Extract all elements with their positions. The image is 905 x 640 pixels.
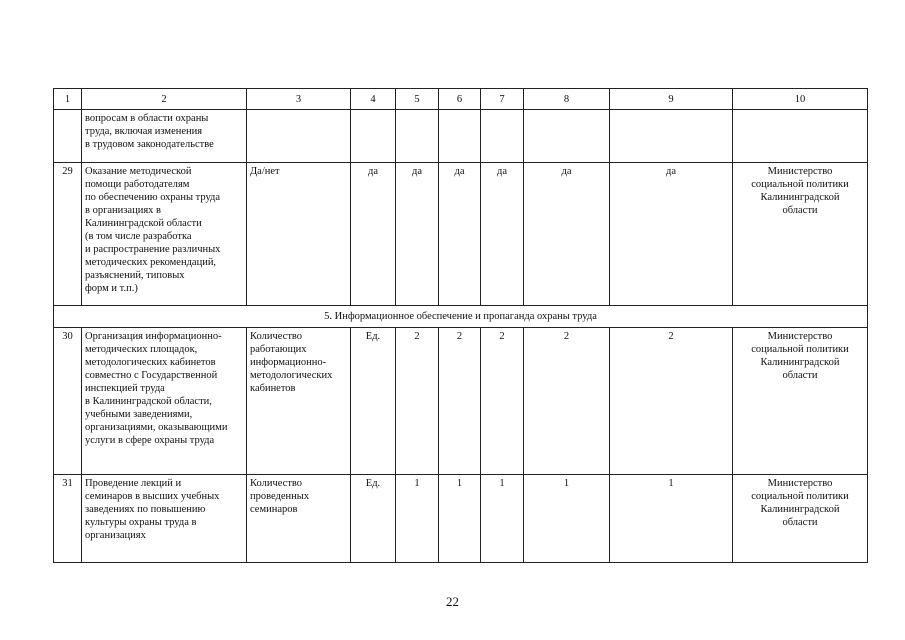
section-title: 5. Информационное обеспечение и пропаганда охраны труда: [54, 306, 868, 328]
value-cell: 1: [396, 475, 439, 563]
num-cell: 30: [54, 328, 82, 475]
description-cell: Организация информационно- методических площадок, методологических кабинетов совместно с Государственной инспекцией труда в Калининградской области, учебными заведениями, организациями, оказывающими услуги в сфере охраны труда: [82, 328, 247, 475]
responsible-cell: Министерство социальной политики Калининградской области: [733, 328, 868, 475]
header-cell: 8: [524, 89, 610, 110]
value-cell: 2: [481, 328, 524, 475]
program-table: [53, 88, 868, 563]
table-row: [54, 110, 868, 163]
value-cell: да: [396, 163, 439, 306]
value-cell: да: [439, 163, 481, 306]
value-cell: [610, 110, 733, 163]
value-cell: 2: [396, 328, 439, 475]
header-cell: 2: [82, 89, 247, 110]
header-cell: 7: [481, 89, 524, 110]
unit-cell: Ед.: [351, 328, 396, 475]
value-cell: да: [610, 163, 733, 306]
table-row: [54, 163, 868, 306]
header-cell: 9: [610, 89, 733, 110]
value-cell: да: [481, 163, 524, 306]
num-cell: [54, 110, 82, 163]
responsible-cell: [733, 110, 868, 163]
header-cell: 10: [733, 89, 868, 110]
description-cell: Проведение лекций и семинаров в высших учебных заведениях по повышению культуры охраны труда в организациях: [82, 475, 247, 563]
value-cell: 2: [439, 328, 481, 475]
value-cell: [481, 110, 524, 163]
indicator-cell: Количество работающих информационно- методологических кабинетов: [247, 328, 351, 475]
value-cell: [524, 110, 610, 163]
value-cell: [396, 110, 439, 163]
value-cell: [439, 110, 481, 163]
header-cell: 4: [351, 89, 396, 110]
description-cell: Оказание методической помощи работодателям по обеспечению охраны труда в организациях в Калининградской области (в том числе разработка и распространение различных методических рекомендаций, разъяснений, типовых форм и т.п.): [82, 163, 247, 306]
table-header-row: [54, 89, 868, 110]
page-number: 22: [446, 594, 459, 609]
value-cell: 1: [610, 475, 733, 563]
num-cell: 31: [54, 475, 82, 563]
value-cell: [351, 110, 396, 163]
header-cell: 1: [54, 89, 82, 110]
header-cell: 5: [396, 89, 439, 110]
indicator-cell: [247, 110, 351, 163]
section-row: [54, 306, 868, 328]
unit-cell: Ед.: [351, 475, 396, 563]
table-row: [54, 328, 868, 475]
value-cell: 2: [610, 328, 733, 475]
responsible-cell: Министерство социальной политики Калининградской области: [733, 163, 868, 306]
header-cell: 6: [439, 89, 481, 110]
num-cell: 29: [54, 163, 82, 306]
value-cell: 1: [481, 475, 524, 563]
value-cell: 2: [524, 328, 610, 475]
header-cell: 3: [247, 89, 351, 110]
indicator-cell: Количество проведенных семинаров: [247, 475, 351, 563]
responsible-cell: Министерство социальной политики Калининградской области: [733, 475, 868, 563]
table-row: [54, 475, 868, 563]
value-cell: 1: [524, 475, 610, 563]
indicator-cell: Да/нет: [247, 163, 351, 306]
value-cell: да: [351, 163, 396, 306]
value-cell: 1: [439, 475, 481, 563]
description-cell: вопросам в области охраны труда, включая изменения в трудовом законодательстве: [82, 110, 247, 163]
value-cell: да: [524, 163, 610, 306]
